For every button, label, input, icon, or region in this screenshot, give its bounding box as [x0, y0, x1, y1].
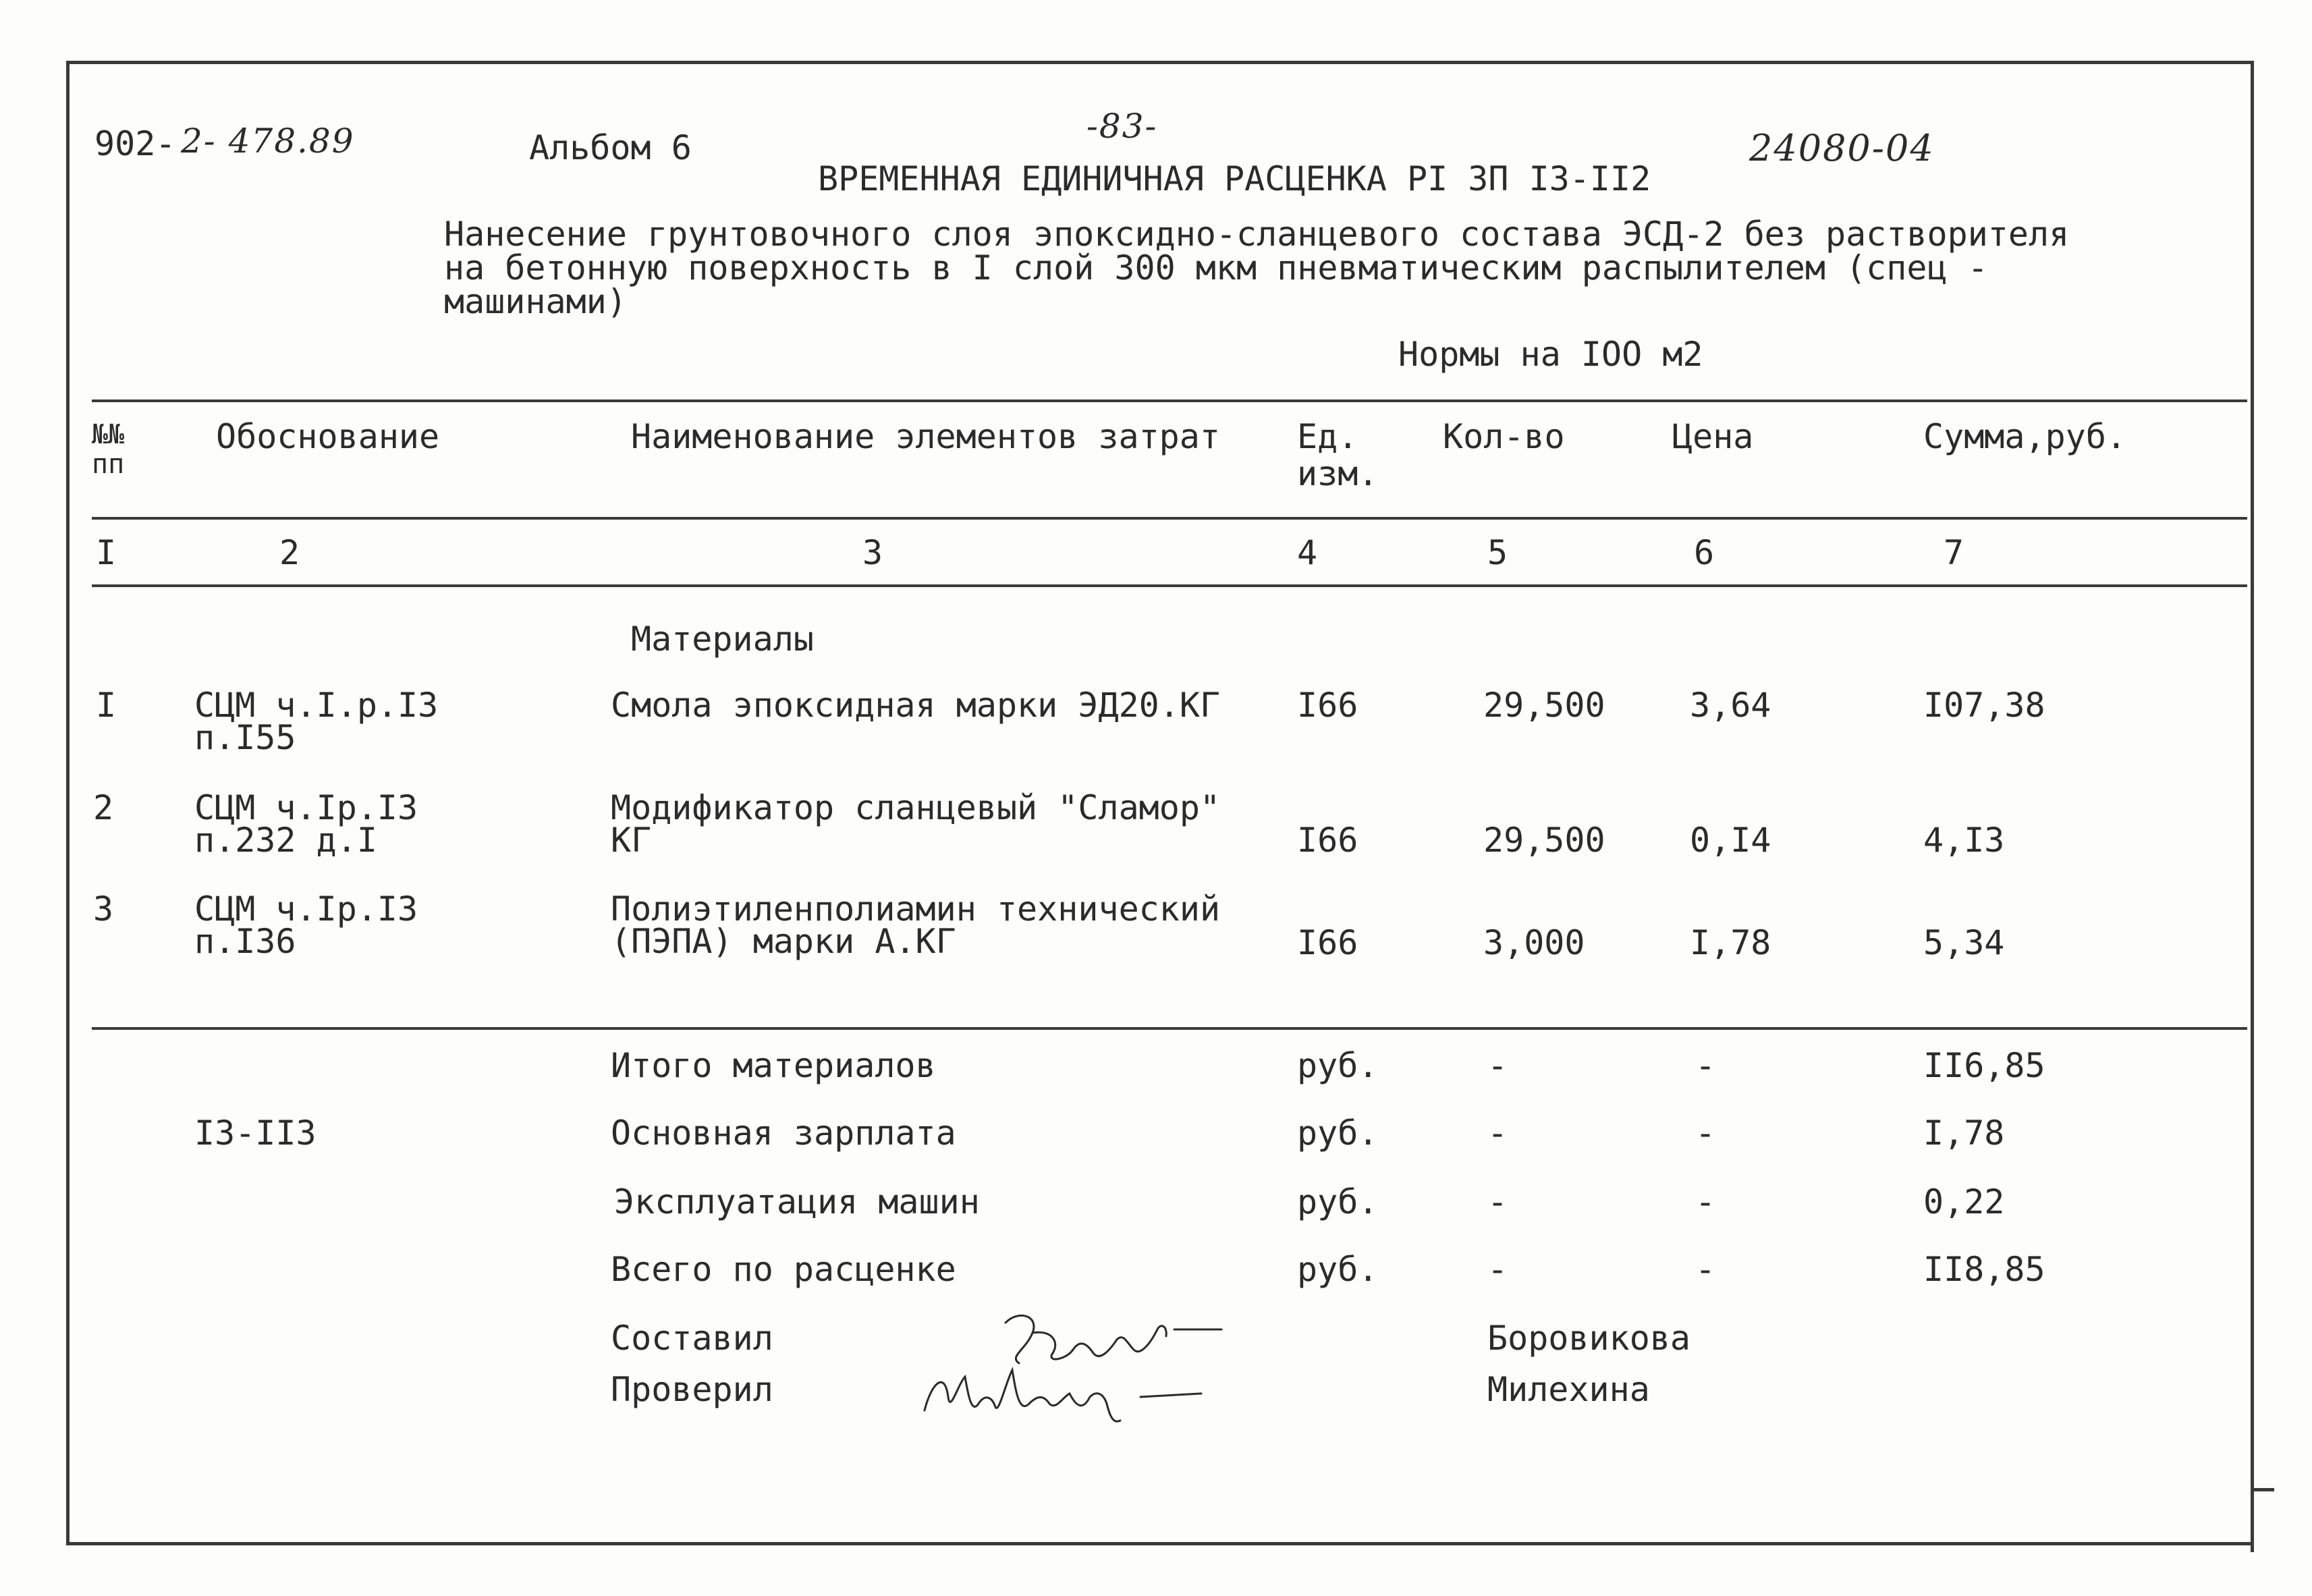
col-header-num-line1: №№: [92, 419, 125, 450]
col-header-unit-line1: Ед.: [1297, 417, 1358, 456]
compiled-by-name: Боровикова: [1487, 1319, 1691, 1358]
checked-signature: [911, 1356, 1235, 1437]
salary-price: -: [1695, 1113, 1716, 1153]
col-number-4: 4: [1297, 533, 1318, 572]
col-header-sum: Сумма,руб.: [1923, 417, 2127, 456]
checked-by-label: Проверил: [611, 1370, 773, 1409]
total-materials-qty: -: [1487, 1046, 1508, 1085]
row-3-num: 3: [93, 889, 114, 929]
col-numbers-bottom-rule: [92, 584, 2247, 587]
col-header-qty: Кол-во: [1443, 417, 1565, 456]
machines-label: Эксплуатация машин: [614, 1182, 980, 1221]
col-header-unit-line2: изм.: [1297, 454, 1379, 493]
frame-edge-mark: [2251, 1488, 2274, 1491]
checked-by-name: Милехина: [1487, 1370, 1650, 1409]
norms-label: Нормы на IOO м2: [1398, 335, 1703, 374]
row-3-unit: I66: [1297, 923, 1358, 962]
salary-unit: руб.: [1297, 1113, 1379, 1153]
row-1-basis-line-1: СЦМ ч.I.р.I3: [194, 686, 439, 725]
salary-sum: I,78: [1923, 1113, 2005, 1153]
machines-price: -: [1695, 1182, 1716, 1221]
salary-basis: I3-II3: [194, 1113, 316, 1153]
row-3-basis-line-1: СЦМ ч.Iр.I3: [194, 889, 418, 929]
compiled-by-label: Составил: [611, 1319, 773, 1358]
machines-sum: 0,22: [1923, 1182, 2005, 1221]
description-line-1: Нанесение грунтовочного слоя эпоксидно-сланцевого состава ЭСД-2 без растворителя: [444, 215, 2070, 254]
row-3-price: I,78: [1690, 923, 1771, 962]
row-1-basis-line-2: п.I55: [194, 718, 296, 757]
row-3-sum: 5,34: [1923, 923, 2005, 962]
section-title: Материалы: [631, 620, 814, 659]
document-title: ВРЕМЕННАЯ ЕДИНИЧНАЯ РАСЦЕНКА PI ЗП I3-II2: [818, 159, 1651, 198]
row-1-sum: I07,38: [1923, 686, 2045, 725]
row-1-unit: I66: [1297, 686, 1358, 725]
col-header-num: [92, 420, 124, 479]
total-materials-price: -: [1695, 1046, 1716, 1085]
total-materials-unit: руб.: [1297, 1046, 1379, 1085]
table-top-rule: [92, 400, 2247, 402]
col-number-3: 3: [862, 533, 883, 572]
grand-total-price: -: [1695, 1250, 1716, 1289]
row-2-basis-line-1: СЦМ ч.Iр.I3: [194, 788, 418, 827]
machines-unit: руб.: [1297, 1182, 1379, 1221]
col-header-basis: Обоснование: [216, 417, 440, 456]
row-2-unit: I66: [1297, 821, 1358, 860]
grand-total-sum: II8,85: [1923, 1250, 2045, 1289]
header-bottom-rule: [92, 517, 2247, 520]
row-3-qty: 3,000: [1483, 923, 1585, 962]
grand-total-label: Всего по расценке: [611, 1250, 956, 1289]
description-line-2: на бетонную поверхность в I слой 300 мкм пневматическим распылителем (спец -: [444, 248, 1988, 287]
salary-label: Основная зарплата: [611, 1113, 956, 1153]
materials-bottom-rule: [92, 1027, 2247, 1030]
salary-qty: -: [1487, 1113, 1508, 1153]
album-label: Альбом 6: [529, 128, 692, 167]
col-number-5: 5: [1487, 533, 1508, 572]
col-header-num-line2: пп: [92, 449, 125, 480]
frame-edge-mark-vertical: [2251, 1491, 2254, 1552]
col-number-7: 7: [1944, 533, 1964, 572]
row-1-qty: 29,500: [1483, 686, 1605, 725]
row-1-name: Смола эпоксидная марки ЭД20.КГ: [611, 686, 1221, 725]
grand-total-unit: руб.: [1297, 1250, 1379, 1289]
col-header-unit: [1297, 418, 1378, 493]
doc-number-printed: 902-: [94, 124, 176, 163]
machines-qty: -: [1487, 1182, 1508, 1221]
grand-total-qty: -: [1487, 1250, 1508, 1289]
total-materials-label: Итого материалов: [611, 1046, 936, 1085]
col-header-price: Цена: [1672, 417, 1754, 456]
row-1-price: 3,64: [1690, 686, 1771, 725]
row-3-name-line-1: Полиэтиленполиамин технический: [611, 889, 1221, 929]
page-number: -83-: [1086, 107, 1158, 146]
row-3-basis-line-2: п.I36: [194, 922, 296, 961]
doc-number-handwritten: 2- 478.89: [181, 121, 355, 161]
col-number-2: 2: [279, 533, 300, 572]
description-line-3: машинами): [444, 282, 627, 321]
row-2-sum: 4,I3: [1923, 821, 2005, 860]
stamp-number: 24080-04: [1749, 127, 1935, 169]
row-1-num: I: [96, 686, 117, 725]
row-2-name-line-1: Модификатор сланцевый "Сламор": [611, 788, 1221, 827]
row-2-qty: 29,500: [1483, 821, 1605, 860]
row-2-basis-line-2: п.232 д.I: [194, 821, 377, 860]
col-number-1: I: [96, 533, 117, 572]
total-materials-sum: II6,85: [1923, 1046, 2045, 1085]
row-3-name-line-2: (ПЭПА) марки А.КГ: [611, 922, 956, 961]
row-2-name-line-2: КГ: [611, 821, 652, 860]
row-2-num: 2: [93, 788, 114, 827]
col-number-6: 6: [1694, 533, 1715, 572]
col-header-name: Наименование элементов затрат: [631, 417, 1220, 456]
row-2-price: 0,I4: [1690, 821, 1771, 860]
